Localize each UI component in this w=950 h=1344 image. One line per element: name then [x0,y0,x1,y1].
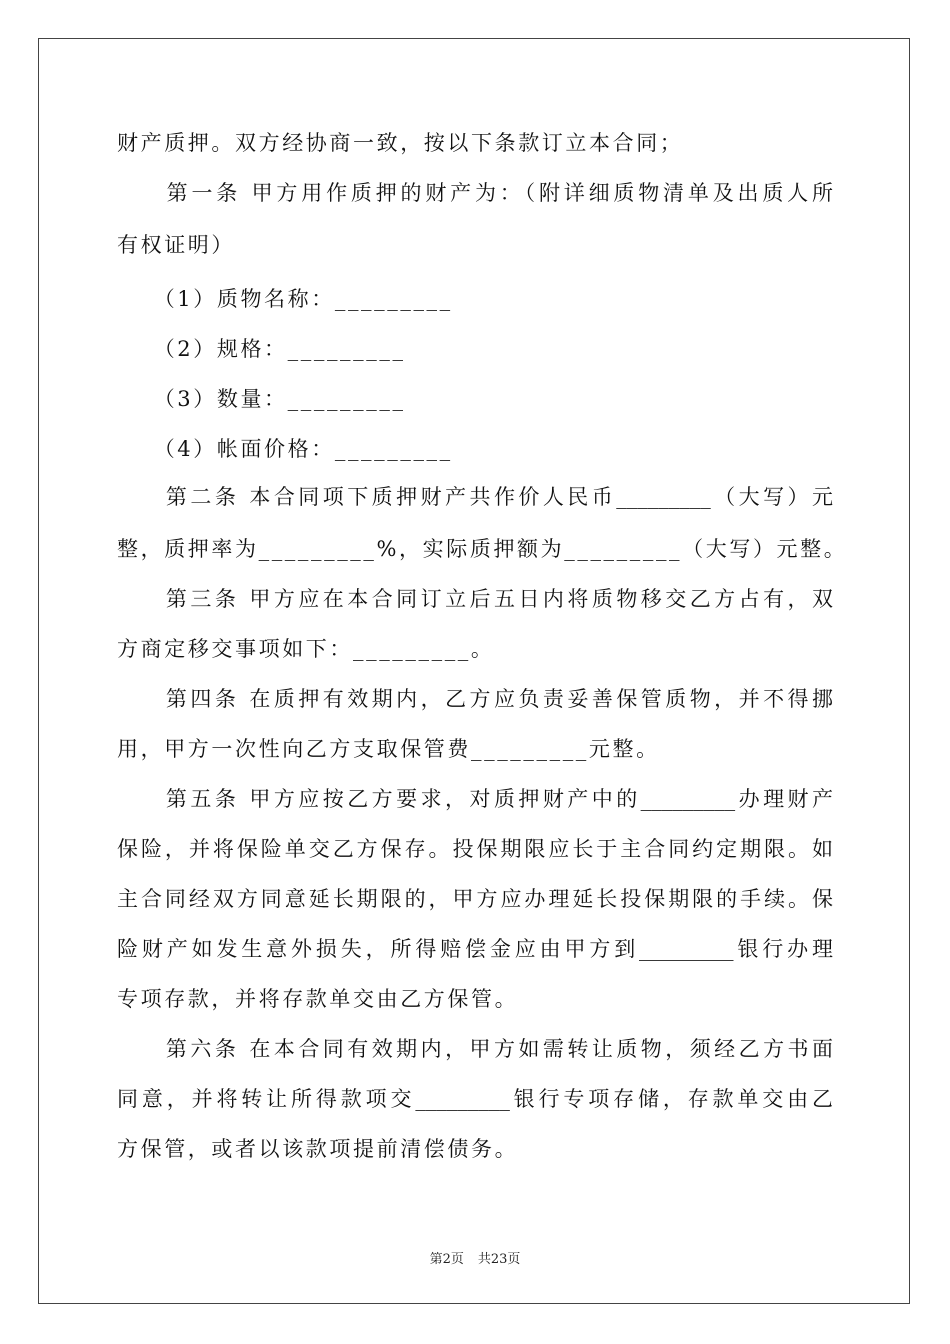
total-pages: 共23页 [477,1252,521,1267]
page-footer [0,1248,950,1267]
text-line: （2）规格：_________ [117,337,406,361]
page-border [38,38,910,1304]
text-line: 第三条 甲方应在本合同订立后五日内将质物移交乙方占有，双 [117,587,833,611]
text-line: 保险，并将保险单交乙方保存。投保期限应长于主合同约定期限。如 [117,837,833,861]
text-line: 第二条 本合同项下质押财产共作价人民币_________（大写）元 [117,485,833,509]
text-line: 方保管，或者以该款项提前清偿债务。 [117,1137,519,1161]
text-line: 第六条 在本合同有效期内，甲方如需转让质物，须经乙方书面 [117,1037,833,1061]
text-line: （3）数量：_________ [117,387,406,411]
text-line: 险财产如发生意外损失，所得赔偿金应由甲方到_________银行办理 [117,937,833,961]
text-line: 财产质押。双方经协商一致，按以下条款订立本合同； [117,131,684,155]
text-line: 方商定移交事项如下：_________。 [117,637,495,661]
text-line: （1）质物名称：_________ [117,287,453,311]
text-line: 同意，并将转让所得款项交_________银行专项存储，存款单交由乙 [117,1087,833,1111]
text-line: 专项存款，并将存款单交由乙方保管。 [117,987,519,1011]
text-line: 整，质押率为_________%，实际质押额为_________（大写）元整。 [117,537,848,561]
page-number: 第2页 [429,1252,464,1267]
text-line: 用，甲方一次性向乙方支取保管费_________元整。 [117,737,660,761]
text-line: 第五条 甲方应按乙方要求，对质押财产中的_________办理财产 [117,787,833,811]
text-line: 主合同经双方同意延长期限的，甲方应办理延长投保期限的手续。保 [117,887,833,911]
text-line: 第一条 甲方用作质押的财产为：（附详细质物清单及出质人所 [117,181,833,205]
text-line: 有权证明） [117,233,235,257]
text-line: 第四条 在质押有效期内，乙方应负责妥善保管质物，并不得挪 [117,687,833,711]
text-line: （4）帐面价格：_________ [117,437,453,461]
